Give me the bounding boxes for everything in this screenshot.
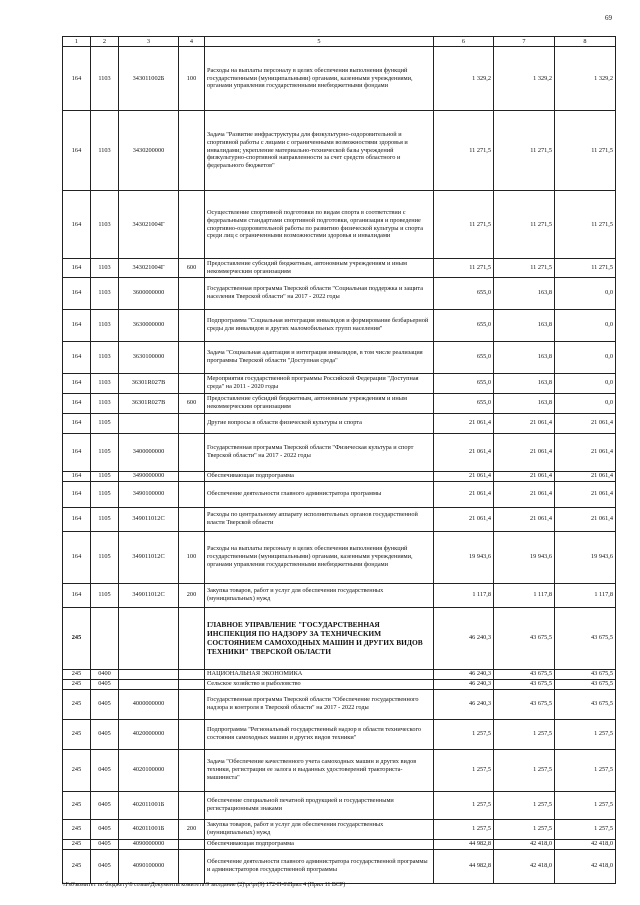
cell-chapter: 164 <box>63 191 91 259</box>
cell-amount-year3: 0,0 <box>555 393 616 413</box>
cell-amount-year3: 42 418,0 <box>555 849 616 883</box>
column-header: 7 <box>494 37 555 47</box>
cell-section: 1105 <box>91 507 119 531</box>
cell-amount-year1: 655,0 <box>434 373 494 393</box>
cell-amount-year2: 21 061,4 <box>494 413 555 433</box>
cell-expense-type <box>179 719 205 749</box>
cell-section <box>91 607 119 669</box>
table-row <box>63 749 616 791</box>
cell-description: Мероприятия государственной программы Российской Федерации "Доступная среда" на 2011 - 2020 годы <box>205 373 434 393</box>
cell-target-article: 4090000000 <box>119 839 179 849</box>
cell-amount-year3: 1 257,5 <box>555 819 616 839</box>
cell-amount-year3: 43 675,5 <box>555 669 616 679</box>
table-row <box>63 791 616 819</box>
cell-chapter: 164 <box>63 309 91 341</box>
cell-chapter: 164 <box>63 507 91 531</box>
cell-chapter: 245 <box>63 669 91 679</box>
cell-amount-year1: 44 982,8 <box>434 839 494 849</box>
cell-amount-year2: 1 257,5 <box>494 719 555 749</box>
column-header: 6 <box>434 37 494 47</box>
cell-section: 1103 <box>91 373 119 393</box>
cell-description: Сельское хозяйство и рыболовство <box>205 679 434 689</box>
cell-amount-year1: 1 257,5 <box>434 791 494 819</box>
cell-amount-year3: 11 271,5 <box>555 259 616 278</box>
cell-description: Государственная программа Тверской области "Физическая культура и спорт Тверской области" на 2017 - 2022 годы <box>205 433 434 471</box>
cell-description: Расходы на выплаты персоналу в целях обеспечения выполнения функций государственными (муниципальными) органами, казенными учреждениями, органами управления государственными внебюджетными фондами <box>205 531 434 583</box>
cell-amount-year1: 655,0 <box>434 277 494 309</box>
table-row <box>63 607 616 669</box>
cell-expense-type <box>179 191 205 259</box>
cell-chapter: 245 <box>63 749 91 791</box>
table-row <box>63 393 616 413</box>
cell-section: 1103 <box>91 259 119 278</box>
table-row <box>63 277 616 309</box>
cell-section: 1105 <box>91 531 119 583</box>
cell-target-article: 343021004Г <box>119 259 179 278</box>
cell-amount-year1: 21 061,4 <box>434 507 494 531</box>
cell-amount-year3: 43 675,5 <box>555 607 616 669</box>
cell-amount-year3: 21 061,4 <box>555 481 616 507</box>
cell-chapter: 164 <box>63 583 91 607</box>
cell-expense-type <box>179 679 205 689</box>
column-header: 3 <box>119 37 179 47</box>
cell-amount-year2: 42 418,0 <box>494 839 555 849</box>
cell-section: 0405 <box>91 791 119 819</box>
cell-target-article <box>119 679 179 689</box>
cell-amount-year3: 19 943,6 <box>555 531 616 583</box>
table-row <box>63 689 616 719</box>
cell-amount-year2: 1 257,5 <box>494 791 555 819</box>
cell-amount-year2: 163,8 <box>494 341 555 373</box>
cell-description: Закупка товаров, работ и услуг для обеспечения государственных (муниципальных) нужд <box>205 819 434 839</box>
cell-amount-year1: 46 240,3 <box>434 607 494 669</box>
cell-amount-year2: 42 418,0 <box>494 849 555 883</box>
cell-target-article: 349011012С <box>119 507 179 531</box>
cell-description: Задача "Развитие инфраструктуры для физкультурно-оздоровительной и спортивной работы с лицами с ограниченными возможностями здоровья и инвалидами; укрепление материально-технической базы учреждений физкультурно-спортивной направленности за счет средств областного и федерального бюджетов" <box>205 111 434 191</box>
cell-expense-type: 100 <box>179 47 205 111</box>
cell-amount-year1: 21 061,4 <box>434 471 494 481</box>
cell-chapter: 245 <box>63 607 91 669</box>
cell-target-article: 402011001Б <box>119 791 179 819</box>
cell-section: 0405 <box>91 679 119 689</box>
cell-amount-year3: 43 675,5 <box>555 679 616 689</box>
cell-amount-year2: 1 329,2 <box>494 47 555 111</box>
cell-amount-year1: 46 240,3 <box>434 689 494 719</box>
cell-description: Предоставление субсидий бюджетным, автономным учреждениям и иным некоммерческим организациям <box>205 259 434 278</box>
table-row <box>63 507 616 531</box>
cell-target-article: 349011012С <box>119 583 179 607</box>
cell-description: ГЛАВНОЕ УПРАВЛЕНИЕ "ГОСУДАРСТВЕННАЯ ИНСПЕКЦИЯ ПО НАДЗОРУ ЗА ТЕХНИЧЕСКИМ СОСТОЯНИЕМ САМОХОДНЫХ МАШИН И ДРУГИХ ВИДОВ ТЕХНИКИ" ТВЕРСКОЙ ОБЛАСТИ <box>205 607 434 669</box>
cell-amount-year2: 11 271,5 <box>494 111 555 191</box>
cell-expense-type <box>179 433 205 471</box>
cell-amount-year2: 43 675,5 <box>494 679 555 689</box>
cell-expense-type <box>179 607 205 669</box>
cell-chapter: 164 <box>63 259 91 278</box>
table-row <box>63 413 616 433</box>
table-row <box>63 471 616 481</box>
cell-section: 0405 <box>91 689 119 719</box>
cell-expense-type <box>179 309 205 341</box>
cell-amount-year2: 21 061,4 <box>494 471 555 481</box>
cell-chapter: 164 <box>63 47 91 111</box>
cell-section: 1103 <box>91 393 119 413</box>
cell-amount-year3: 11 271,5 <box>555 191 616 259</box>
cell-amount-year3: 42 418,0 <box>555 839 616 849</box>
cell-amount-year1: 11 271,5 <box>434 111 494 191</box>
cell-section: 0405 <box>91 719 119 749</box>
cell-section: 0405 <box>91 749 119 791</box>
cell-expense-type <box>179 849 205 883</box>
cell-target-article <box>119 669 179 679</box>
cell-amount-year1: 655,0 <box>434 341 494 373</box>
cell-target-article: 402011001Б <box>119 819 179 839</box>
cell-amount-year2: 163,8 <box>494 393 555 413</box>
cell-section: 0400 <box>91 669 119 679</box>
cell-amount-year2: 11 271,5 <box>494 191 555 259</box>
cell-description: Задача "Социальная адаптация и интеграция инвалидов, в том числе реализация программы Тверской области "Доступная среда" <box>205 341 434 373</box>
cell-expense-type <box>179 481 205 507</box>
cell-description: Государственная программа Тверской области "Обеспечение государственного надзора и контроля в Тверской области" на 2017 - 2022 годы <box>205 689 434 719</box>
cell-chapter: 245 <box>63 819 91 839</box>
cell-section: 1105 <box>91 413 119 433</box>
cell-description: Задача "Обеспечение качественного учета самоходных машин и других видов техники, регистрации ее залога и выданных удостоверений тракториста-машиниста" <box>205 749 434 791</box>
cell-chapter: 164 <box>63 481 91 507</box>
cell-description: Предоставление субсидий бюджетным, автономным учреждениям и иным некоммерческим организациям <box>205 393 434 413</box>
cell-target-article: 4020000000 <box>119 719 179 749</box>
cell-expense-type <box>179 791 205 819</box>
cell-amount-year2: 1 257,5 <box>494 749 555 791</box>
cell-amount-year3: 1 257,5 <box>555 719 616 749</box>
cell-amount-year1: 11 271,5 <box>434 191 494 259</box>
column-header: 1 <box>63 37 91 47</box>
cell-chapter: 164 <box>63 413 91 433</box>
cell-chapter: 245 <box>63 689 91 719</box>
cell-target-article: 3600000000 <box>119 277 179 309</box>
cell-description: Обеспечивающая подпрограмма <box>205 471 434 481</box>
cell-amount-year3: 1 117,8 <box>555 583 616 607</box>
cell-amount-year2: 43 675,5 <box>494 689 555 719</box>
cell-description: Государственная программа Тверской области "Социальная поддержка и защита населения Тверской области" на 2017 - 2022 годы <box>205 277 434 309</box>
cell-amount-year3: 0,0 <box>555 341 616 373</box>
cell-amount-year3: 0,0 <box>555 277 616 309</box>
cell-amount-year2: 21 061,4 <box>494 507 555 531</box>
cell-amount-year3: 0,0 <box>555 309 616 341</box>
table-row <box>63 433 616 471</box>
cell-chapter: 164 <box>63 111 91 191</box>
table-row <box>63 679 616 689</box>
cell-expense-type: 600 <box>179 259 205 278</box>
cell-amount-year1: 46 240,3 <box>434 669 494 679</box>
cell-description: Закупка товаров, работ и услуг для обеспечения государственных (муниципальных) нужд <box>205 583 434 607</box>
cell-amount-year1: 46 240,3 <box>434 679 494 689</box>
cell-amount-year1: 1 257,5 <box>434 819 494 839</box>
cell-expense-type <box>179 669 205 679</box>
cell-chapter: 164 <box>63 277 91 309</box>
cell-target-article: 349011012С <box>119 531 179 583</box>
cell-target-article: 36301R027B <box>119 373 179 393</box>
cell-chapter: 164 <box>63 471 91 481</box>
table-row <box>63 849 616 883</box>
cell-target-article: 3490000000 <box>119 471 179 481</box>
cell-expense-type <box>179 373 205 393</box>
cell-expense-type: 200 <box>179 583 205 607</box>
cell-amount-year3: 1 257,5 <box>555 749 616 791</box>
cell-expense-type <box>179 471 205 481</box>
cell-target-article: 3630000000 <box>119 309 179 341</box>
cell-expense-type: 600 <box>179 393 205 413</box>
column-header: 4 <box>179 37 205 47</box>
cell-amount-year2: 163,8 <box>494 309 555 341</box>
cell-amount-year2: 43 675,5 <box>494 669 555 679</box>
cell-amount-year3: 21 061,4 <box>555 433 616 471</box>
cell-expense-type <box>179 341 205 373</box>
table-row <box>63 341 616 373</box>
cell-amount-year3: 0,0 <box>555 373 616 393</box>
table-row <box>63 309 616 341</box>
cell-amount-year1: 21 061,4 <box>434 481 494 507</box>
cell-description: Обеспечение деятельности главного администратора государственной программы и администраторов государственной программы <box>205 849 434 883</box>
cell-target-article: 4000000000 <box>119 689 179 719</box>
cell-amount-year3: 11 271,5 <box>555 111 616 191</box>
cell-amount-year2: 11 271,5 <box>494 259 555 278</box>
cell-chapter: 164 <box>63 393 91 413</box>
cell-chapter: 245 <box>63 791 91 819</box>
cell-amount-year1: 44 982,8 <box>434 849 494 883</box>
cell-amount-year2: 1 257,5 <box>494 819 555 839</box>
cell-amount-year3: 1 329,2 <box>555 47 616 111</box>
cell-amount-year1: 655,0 <box>434 309 494 341</box>
cell-description: НАЦИОНАЛЬНАЯ ЭКОНОМИКА <box>205 669 434 679</box>
cell-amount-year2: 1 117,8 <box>494 583 555 607</box>
cell-amount-year1: 1 117,8 <box>434 583 494 607</box>
table-row <box>63 531 616 583</box>
cell-section: 1105 <box>91 481 119 507</box>
cell-amount-year3: 21 061,4 <box>555 507 616 531</box>
cell-amount-year1: 21 061,4 <box>434 433 494 471</box>
cell-section: 1105 <box>91 471 119 481</box>
cell-chapter: 245 <box>63 679 91 689</box>
table-row <box>63 583 616 607</box>
cell-expense-type <box>179 839 205 849</box>
cell-amount-year1: 11 271,5 <box>434 259 494 278</box>
cell-expense-type <box>179 111 205 191</box>
cell-description: Обеспечение специальной печатной продукцией и государственными регистрационными знаками <box>205 791 434 819</box>
cell-section: 1103 <box>91 309 119 341</box>
cell-amount-year1: 655,0 <box>434 393 494 413</box>
budget-table <box>62 36 616 884</box>
cell-expense-type: 200 <box>179 819 205 839</box>
table-row <box>63 819 616 839</box>
cell-expense-type: 100 <box>179 531 205 583</box>
cell-amount-year2: 21 061,4 <box>494 433 555 471</box>
cell-description: Подпрограмма "Региональный государственный надзор в области технического состояния самоходных машин и других видов техники" <box>205 719 434 749</box>
cell-amount-year1: 1 257,5 <box>434 749 494 791</box>
cell-amount-year2: 19 943,6 <box>494 531 555 583</box>
cell-chapter: 164 <box>63 341 91 373</box>
cell-expense-type <box>179 277 205 309</box>
cell-section: 0405 <box>91 839 119 849</box>
cell-chapter: 245 <box>63 839 91 849</box>
table-row <box>63 373 616 393</box>
cell-section: 1105 <box>91 433 119 471</box>
cell-amount-year2: 163,8 <box>494 373 555 393</box>
cell-target-article <box>119 607 179 669</box>
column-header: 2 <box>91 37 119 47</box>
cell-expense-type <box>179 689 205 719</box>
cell-section: 1103 <box>91 47 119 111</box>
column-header: 5 <box>205 37 434 47</box>
cell-description: Осуществление спортивной подготовки по видам спорта в соответствии с федеральными стандартами спортивной подготовки, организация и проведение спортивно-оздоровительной работы по развитию физической культуры и спорта среди лиц с ограниченными возможностями здоровья и инвалидами <box>205 191 434 259</box>
cell-target-article: 3430200000 <box>119 111 179 191</box>
cell-description: Подпрограмма "Социальная интеграция инвалидов и формирование безбарьерной среды для инвалидов и других маломобильных групп населения" <box>205 309 434 341</box>
cell-description: Обеспечивающая подпрограмма <box>205 839 434 849</box>
page-number: 69 <box>605 14 612 22</box>
cell-amount-year3: 1 257,5 <box>555 791 616 819</box>
cell-expense-type <box>179 413 205 433</box>
cell-amount-year2: 163,8 <box>494 277 555 309</box>
table-row <box>63 669 616 679</box>
cell-amount-year3: 21 061,4 <box>555 413 616 433</box>
cell-target-article: 36301R027B <box>119 393 179 413</box>
cell-section: 0405 <box>91 849 119 883</box>
cell-chapter: 164 <box>63 531 91 583</box>
cell-target-article: 4090100000 <box>119 849 179 883</box>
cell-amount-year3: 21 061,4 <box>555 471 616 481</box>
cell-chapter: 245 <box>63 849 91 883</box>
cell-amount-year1: 21 061,4 <box>434 413 494 433</box>
column-header: 8 <box>555 37 616 47</box>
cell-target-article: 343011002Б <box>119 47 179 111</box>
table-row <box>63 47 616 111</box>
header-row <box>63 37 616 47</box>
cell-target-article: 3630100000 <box>119 341 179 373</box>
cell-amount-year2: 43 675,5 <box>494 607 555 669</box>
table-row <box>63 719 616 749</box>
cell-description: Обеспечение деятельности главного администратора программы <box>205 481 434 507</box>
cell-section: 1105 <box>91 583 119 607</box>
table-row <box>63 839 616 849</box>
cell-section: 1103 <box>91 277 119 309</box>
cell-section: 0405 <box>91 819 119 839</box>
cell-section: 1103 <box>91 191 119 259</box>
cell-amount-year3: 43 675,5 <box>555 689 616 719</box>
cell-chapter: 164 <box>63 433 91 471</box>
table-row <box>63 481 616 507</box>
cell-target-article: 4020100000 <box>119 749 179 791</box>
cell-amount-year2: 21 061,4 <box>494 481 555 507</box>
file-path-footer: \\Fs0\комитет по бюджету\6 созыв\Документы комитета\9 заседание (2)\pr\pr(9) 172-П-6\Прил 4 (Прил 11 ВСР) <box>62 882 346 888</box>
cell-target-article <box>119 413 179 433</box>
cell-expense-type <box>179 507 205 531</box>
cell-chapter: 245 <box>63 719 91 749</box>
cell-section: 1103 <box>91 341 119 373</box>
table-row <box>63 191 616 259</box>
cell-section: 1103 <box>91 111 119 191</box>
cell-target-article: 3400000000 <box>119 433 179 471</box>
table-row <box>63 259 616 278</box>
cell-amount-year1: 1 329,2 <box>434 47 494 111</box>
cell-description: Расходы по центральному аппарату исполнительных органов государственной власти Тверской области <box>205 507 434 531</box>
cell-target-article: 343021004Г <box>119 191 179 259</box>
cell-chapter: 164 <box>63 373 91 393</box>
cell-description: Другие вопросы в области физической культуры и спорта <box>205 413 434 433</box>
cell-amount-year1: 1 257,5 <box>434 719 494 749</box>
cell-expense-type <box>179 749 205 791</box>
cell-target-article: 3490100000 <box>119 481 179 507</box>
cell-description: Расходы на выплаты персоналу в целях обеспечения выполнения функций государственными (муниципальными) органами, казенными учреждениями, органами управления государственными внебюджетными фондами <box>205 47 434 111</box>
table-row <box>63 111 616 191</box>
cell-amount-year1: 19 943,6 <box>434 531 494 583</box>
